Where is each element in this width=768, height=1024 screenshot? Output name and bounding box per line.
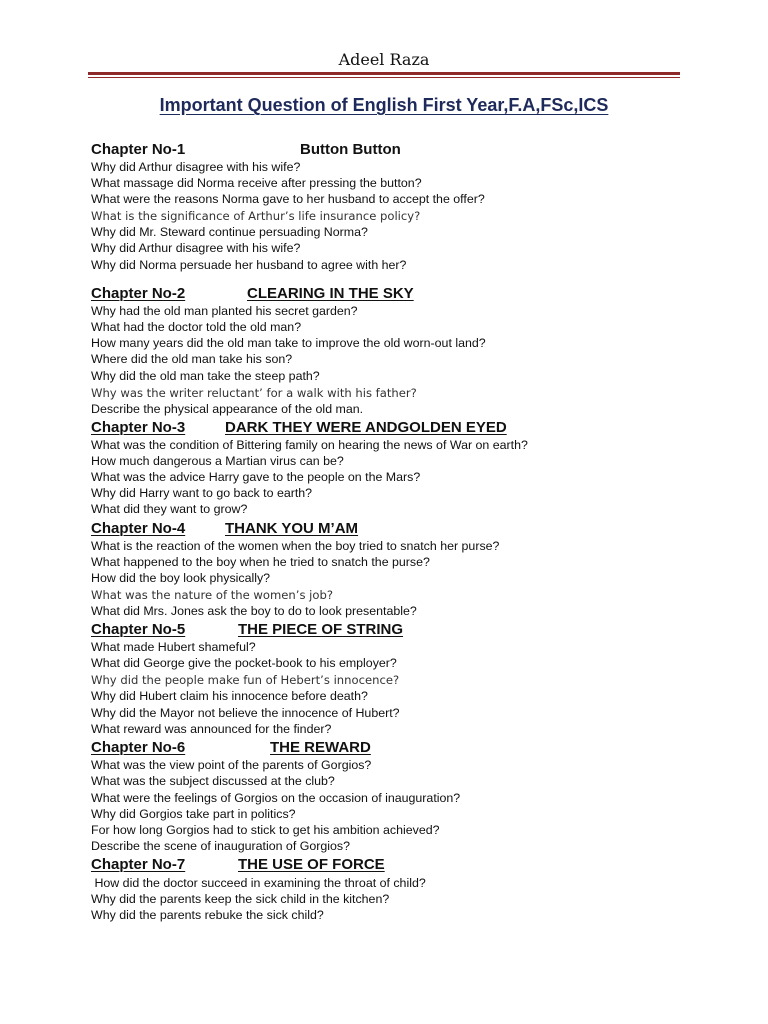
chapter-heading — [91, 285, 691, 303]
question: Why was the writer reluctant’ for a walk with his father? — [91, 386, 417, 400]
chapter-name: THE PIECE OF STRING — [238, 621, 404, 638]
question: Why did Harry want to go back to earth? — [91, 486, 313, 500]
question: What were the feelings of Gorgios on the occasion of inauguration? — [91, 791, 461, 805]
chapter-name: Button Button — [300, 141, 401, 158]
question: What did Mrs. Jones ask the boy to do to look presentable? — [91, 604, 417, 618]
question: Where did the old man take his son? — [91, 352, 293, 366]
header-rule-thick — [88, 72, 680, 75]
question: What was the advice Harry gave to the people on the Mars? — [91, 470, 421, 484]
chapter-name: DARK THEY WERE ANDGOLDEN EYED — [225, 419, 507, 436]
chapter-number: Chapter No-1 — [91, 141, 186, 158]
chapter-heading — [91, 141, 691, 159]
chapter-heading — [91, 739, 691, 757]
chapter-number: Chapter No-2 — [91, 285, 186, 302]
question: What did they want to grow? — [91, 502, 248, 516]
question: Describe the scene of inauguration of Gorgios? — [91, 839, 350, 853]
chapter-number: Chapter No-7 — [91, 856, 186, 873]
question: Why did the people make fun of Hebert’s innocence? — [91, 673, 400, 687]
question: Why did Arthur disagree with his wife? — [91, 241, 301, 255]
question: What was the subject discussed at the club? — [91, 774, 335, 788]
question: What was the view point of the parents of Gorgios? — [91, 758, 372, 772]
chapter-name: THE USE OF FORCE — [238, 856, 385, 873]
question: Why did the Mayor not believe the innocence of Hubert? — [91, 706, 400, 720]
question: Why did Hubert claim his innocence before death? — [91, 689, 368, 703]
document-title — [0, 95, 768, 116]
chapter-number: Chapter No-6 — [91, 739, 186, 756]
question: Describe the physical appearance of the old man. — [91, 402, 364, 416]
page-header-author: Adeel Raza — [338, 50, 430, 69]
question: Why did Gorgios take part in politics? — [91, 807, 296, 821]
chapter-heading — [91, 520, 691, 538]
header-rule-thin — [88, 77, 680, 78]
question: What is the significance of Arthur’s life insurance policy? — [91, 209, 421, 223]
question: Why did Arthur disagree with his wife? — [91, 160, 301, 174]
question: How did the doctor succeed in examining the throat of child? — [91, 876, 426, 890]
chapter-number: Chapter No-3 — [91, 419, 186, 436]
question: What were the reasons Norma gave to her husband to accept the offer? — [91, 192, 485, 206]
question: Why had the old man planted his secret garden? — [91, 304, 358, 318]
document-title-text: Important Question of English First Year,F.A,FSc,ICS — [159, 95, 609, 115]
chapter-name: THANK YOU M’AM — [225, 520, 359, 537]
question: Why did Mr. Steward continue persuading Norma? — [91, 225, 368, 239]
question: What was the condition of Bittering family on hearing the news of War on earth? — [91, 438, 528, 452]
chapter-heading — [91, 856, 691, 874]
question: Why did the parents keep the sick child in the kitchen? — [91, 892, 390, 906]
question: How did the boy look physically? — [91, 571, 271, 585]
question: Why did the old man take the steep path? — [91, 369, 320, 383]
question: How much dangerous a Martian virus can be? — [91, 454, 344, 468]
question: What happened to the boy when he tried to snatch the purse? — [91, 555, 430, 569]
question: What massage did Norma receive after pressing the button? — [91, 176, 422, 190]
question: How many years did the old man take to improve the old worn-out land? — [91, 336, 486, 350]
question: What did George give the pocket-book to his employer? — [91, 656, 397, 670]
chapter-heading — [91, 419, 691, 437]
question: Why did the parents rebuke the sick child? — [91, 908, 324, 922]
chapter-number: Chapter No-5 — [91, 621, 186, 638]
question: What is the reaction of the women when the boy tried to snatch her purse? — [91, 539, 500, 553]
question: Why did Norma persuade her husband to agree with her? — [91, 258, 407, 272]
chapter-name: THE REWARD — [270, 739, 371, 756]
chapter-name: CLEARING IN THE SKY — [247, 285, 414, 302]
question: For how long Gorgios had to stick to get his ambition achieved? — [91, 823, 440, 837]
question: What reward was announced for the finder? — [91, 722, 332, 736]
question: What made Hubert shameful? — [91, 640, 256, 654]
chapter-number: Chapter No-4 — [91, 520, 186, 537]
question: What had the doctor told the old man? — [91, 320, 302, 334]
question: What was the nature of the women’s job? — [91, 588, 334, 602]
chapter-heading — [91, 621, 691, 639]
